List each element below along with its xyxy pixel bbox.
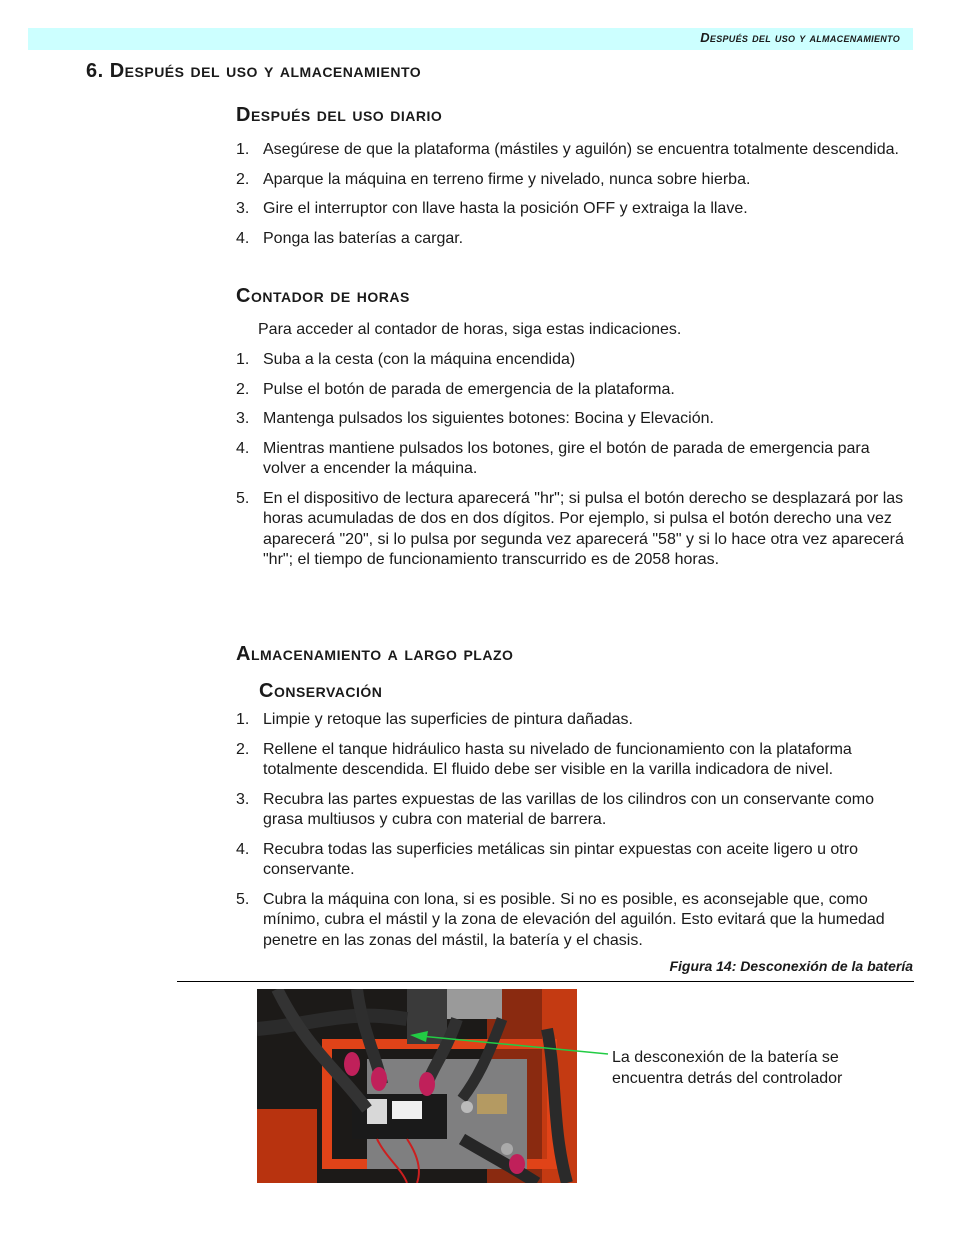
list-item-number: 3. [236,410,250,427]
list-item-number: 2. [236,740,250,758]
list-item-number: 1. [236,351,250,368]
list-item-text: Cubra la máquina con lona, si es posible. Si no es posible, es aconsejable que, como mínimo, cubra el mástil y la zona de elevación del aguilón. Esto evitará que la humedad penetre en las zonas del mástil, la batería y el chasis. [263,890,885,949]
daily-use-heading: Después del uso diario [236,104,443,126]
list-item-text: Pulse el botón de parada de emergencia de la plataforma. [263,380,675,398]
running-header-title: Después del uso y almacenamiento [700,30,900,45]
list-item-number: 1. [236,711,250,728]
list-item-text: Suba a la cesta (con la máquina encendida) [263,351,576,368]
list-item-number: 1. [236,141,250,158]
list-item-number: 4. [236,840,250,858]
list-item-text: Recubra las partes expuestas de las varillas de los cilindros con un conservante como grasa multiusos y cubra con material de barrera. [263,790,874,828]
list-item-number: 4. [236,229,250,247]
list-item-text: En el dispositivo de lectura aparecerá "hr"; si pulsa el botón derecho se desplazará por las horas acumuladas de dos en dos dígitos. Por ejemplo, si pulsa el botón derecho una vez aparecerá "20", si lo pulsa por segunda vez aparecerá "58" y si lo hace otra vez aparecerá "hr"; el tiempo de funcionamiento transcurrido es de 2058 horas. [263,489,904,568]
long-term-storage-heading: Almacenamiento a largo plazo [236,643,514,665]
list-item-number: 2. [236,170,250,188]
list-item-text: Recubra todas las superficies metálicas sin pintar expuestas con aceite ligero u otro conservante. [263,840,858,878]
list-item-text: Ponga las baterías a cargar. [263,229,464,247]
section-title: 6. Después del uso y almacenamiento [86,60,422,82]
list-item-text: Mantenga pulsados los siguientes botones: Bocina y Elevación. [263,410,714,427]
figure-callout-text: La desconexión de la batería se encuentra detrás del controlador [612,1049,843,1087]
list-item-text: Limpie y retoque las superficies de pintura dañadas. [263,711,633,728]
list-item-text: Mientras mantiene pulsados los botones, gire el botón de parada de emergencia para volver a encender la máquina. [263,439,870,477]
list-item-number: 4. [236,439,250,457]
list-item-text: Aparque la máquina en terreno firme y nivelado, nunca sobre hierba. [263,170,751,188]
list-item-number: 2. [236,380,250,398]
list-item-number: 3. [236,200,250,217]
list-item-number: 5. [236,890,250,908]
list-item-text: Gire el interruptor con llave hasta la posición OFF y extraiga la llave. [263,200,748,217]
hour-meter-intro: Para acceder al contador de horas, siga estas indicaciones. [258,321,682,338]
hour-meter-heading: Contador de horas [236,285,410,307]
list-item-text: Rellene el tanque hidráulico hasta su nivelado de funcionamiento con la plataforma totalmente descendida. El fluido debe ser visible en la varilla indicadora de nivel. [263,740,852,778]
list-item-number: 5. [236,489,250,507]
list-item-number: 3. [236,790,250,808]
list-item-text: Asegúrese de que la plataforma (mástiles y aguilón) se encuentra totalmente descendida. [263,141,899,158]
figure-caption: Figura 14: Desconexión de la batería [669,958,913,974]
preservation-subheading: Conservación [259,680,383,702]
